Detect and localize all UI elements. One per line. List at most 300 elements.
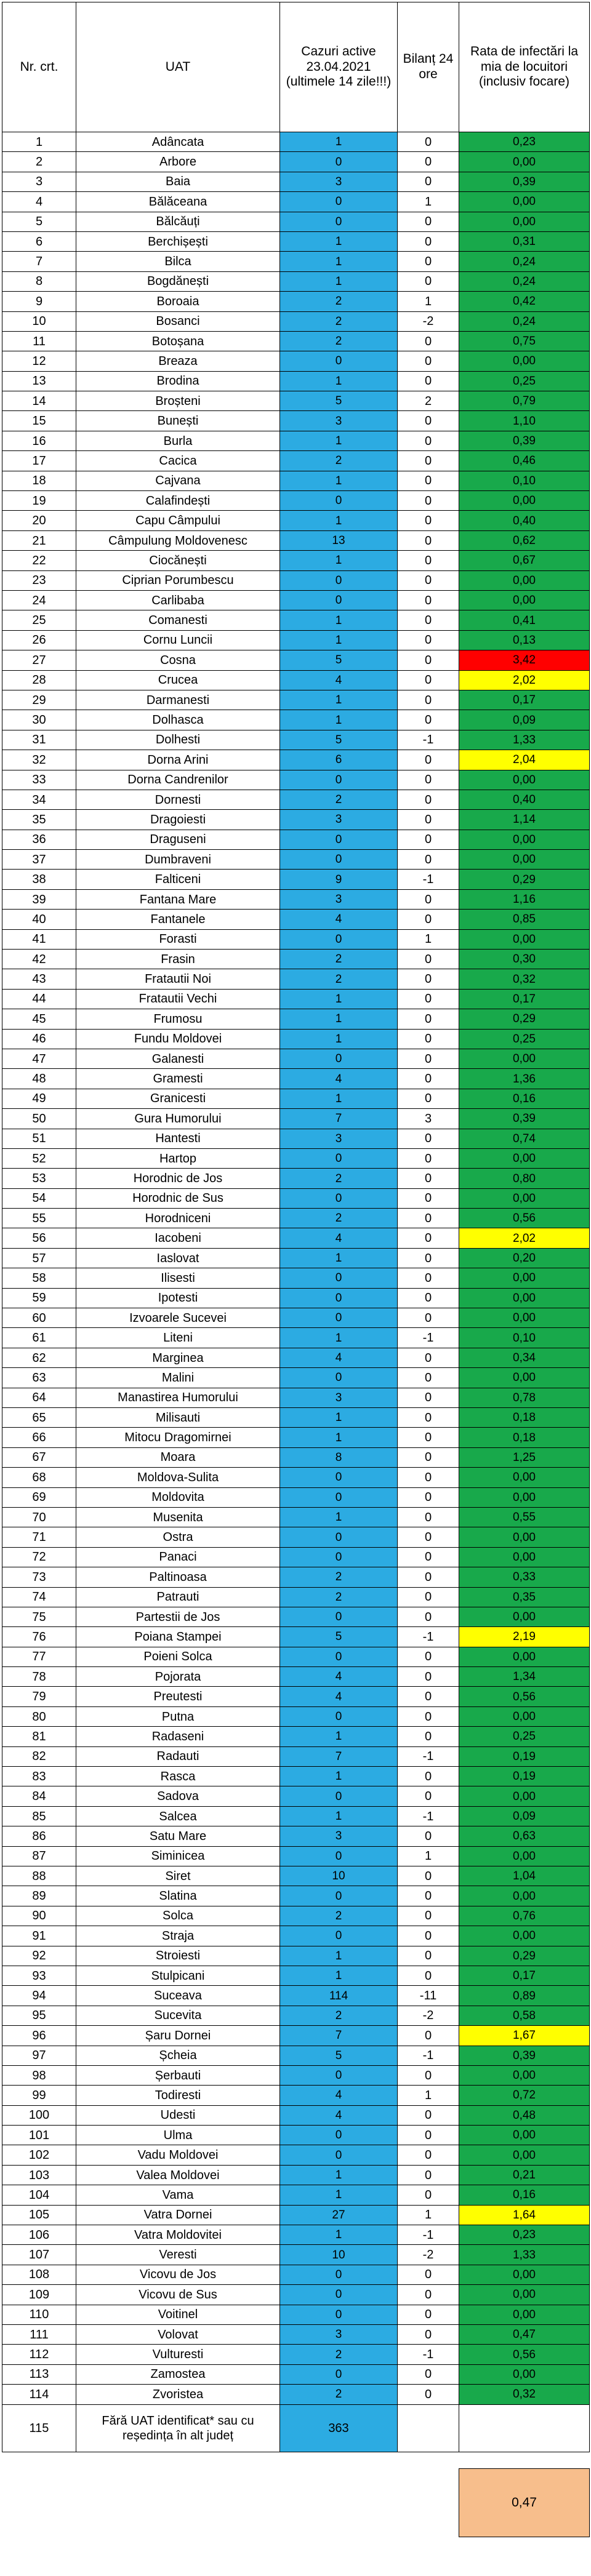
row-24h-balance: 0 <box>398 810 459 830</box>
row-24h-balance: 0 <box>398 172 459 191</box>
row-nr: 114 <box>2 2385 76 2404</box>
row-uat: Musenita <box>76 1507 280 1527</box>
row-active-cases: 0 <box>280 1926 398 1946</box>
row-active-cases: 3 <box>280 810 398 830</box>
row-24h-balance: 1 <box>398 929 459 949</box>
row-active-cases: 0 <box>280 830 398 849</box>
row-24h-balance: 0 <box>398 1228 459 1248</box>
table-row <box>2 212 590 231</box>
row-active-cases: 0 <box>280 2145 398 2165</box>
row-nr: 42 <box>2 950 76 969</box>
table-row <box>2 690 590 710</box>
row-uat: Hantesti <box>76 1129 280 1148</box>
row-uat: Solca <box>76 1906 280 1926</box>
row-24h-balance: -2 <box>398 311 459 331</box>
row-uat: Ipotesti <box>76 1288 280 1308</box>
row-uat: Cacica <box>76 451 280 471</box>
row-uat: Pojorata <box>76 1667 280 1687</box>
table-row <box>2 2185 590 2205</box>
row-active-cases: 7 <box>280 1746 398 1766</box>
row-active-cases: 5 <box>280 650 398 670</box>
row-infection-rate: 1,04 <box>459 1866 590 1886</box>
row-infection-rate: 0,00 <box>459 1308 590 1328</box>
row-nr: 72 <box>2 1547 76 1567</box>
row-nr: 110 <box>2 2305 76 2324</box>
row-uat: Câmpulung Moldovenesc <box>76 530 280 550</box>
row-nr: 103 <box>2 2165 76 2185</box>
table-row <box>2 271 590 291</box>
row-infection-rate: 3,42 <box>459 650 590 670</box>
row-active-cases: 0 <box>280 1706 398 1726</box>
table-row <box>2 511 590 530</box>
table-row <box>2 1767 590 1786</box>
row-24h-balance: 0 <box>398 1428 459 1447</box>
row-infection-rate: 0,17 <box>459 1966 590 1985</box>
row-uat: Stroiesti <box>76 1946 280 1966</box>
row-24h-balance: 0 <box>398 331 459 351</box>
row-uat: Siminicea <box>76 1846 280 1866</box>
row-active-cases: 0 <box>280 1468 398 1487</box>
row-nr: 45 <box>2 1009 76 1029</box>
row-active-cases: 7 <box>280 1109 398 1129</box>
row-24h-balance: 0 <box>398 989 459 1009</box>
table-row <box>2 889 590 909</box>
row-nr: 69 <box>2 1487 76 1507</box>
row-infection-rate: 0,76 <box>459 1906 590 1926</box>
header-uat: UAT <box>76 2 280 132</box>
row-nr: 46 <box>2 1029 76 1049</box>
table-row <box>2 2126 590 2145</box>
row-infection-rate: 0,00 <box>459 1846 590 1866</box>
table-row <box>2 1727 590 1746</box>
row-infection-rate: 0,56 <box>459 1209 590 1228</box>
row-uat: Poieni Solca <box>76 1647 280 1666</box>
row-24h-balance: 0 <box>398 1567 459 1587</box>
row-nr: 30 <box>2 710 76 730</box>
row-infection-rate: 0,74 <box>459 1129 590 1148</box>
row-nr: 75 <box>2 1607 76 1626</box>
row-24h-balance: 0 <box>398 1706 459 1726</box>
row-infection-rate: 0,72 <box>459 2086 590 2105</box>
table-row <box>2 1946 590 1966</box>
row-active-cases: 0 <box>280 192 398 212</box>
row-nr: 99 <box>2 2086 76 2105</box>
row-infection-rate: 2,02 <box>459 670 590 690</box>
row-uat: Calafindești <box>76 491 280 511</box>
table-row <box>2 2265 590 2284</box>
table-row <box>2 1228 590 1248</box>
row-infection-rate: 0,39 <box>459 1109 590 1129</box>
table-row <box>2 1647 590 1666</box>
table-row <box>2 1906 590 1926</box>
row-uat: Fundu Moldovei <box>76 1029 280 1049</box>
table-row <box>2 1846 590 1866</box>
row-infection-rate: 1,64 <box>459 2205 590 2225</box>
row-active-cases: 1 <box>280 271 398 291</box>
row-infection-rate: 0,58 <box>459 2006 590 2025</box>
row-uat: Putna <box>76 1706 280 1726</box>
table-row <box>2 1428 590 1447</box>
row-infection-rate: 0,78 <box>459 1388 590 1407</box>
table-row <box>2 1009 590 1029</box>
row-nr: 34 <box>2 790 76 809</box>
row-active-cases: 0 <box>280 590 398 610</box>
row-active-cases: 0 <box>280 929 398 949</box>
row-uat: Fantanele <box>76 910 280 929</box>
row-nr: 29 <box>2 690 76 710</box>
row-active-cases: 0 <box>280 1547 398 1567</box>
table-row <box>2 1029 590 1049</box>
row-nr: 35 <box>2 810 76 830</box>
row-nr: 55 <box>2 1209 76 1228</box>
row-uat: Milisauti <box>76 1408 280 1428</box>
row-nr: 21 <box>2 530 76 550</box>
row-24h-balance: 0 <box>398 471 459 490</box>
row-nr: 109 <box>2 2285 76 2305</box>
table-row <box>2 850 590 870</box>
row-uat: Horodnic de Jos <box>76 1169 280 1188</box>
table-row <box>2 650 590 670</box>
row-infection-rate: 0,00 <box>459 2126 590 2145</box>
row-24h-balance: 0 <box>398 790 459 809</box>
table-row <box>2 989 590 1009</box>
table-row <box>2 371 590 391</box>
row-24h-balance: 0 <box>398 1487 459 1507</box>
row-nr: 53 <box>2 1169 76 1188</box>
row-active-cases: 0 <box>280 1308 398 1328</box>
table-row <box>2 1408 590 1428</box>
row-24h-balance: 0 <box>398 670 459 690</box>
row-uat: Broșteni <box>76 391 280 411</box>
table-row <box>2 910 590 929</box>
row-uat: Paltinoasa <box>76 1567 280 1587</box>
row-infection-rate: 0,56 <box>459 1687 590 1706</box>
row-nr: 32 <box>2 750 76 770</box>
row-24h-balance: 0 <box>398 1926 459 1946</box>
table-row <box>2 2145 590 2165</box>
row-infection-rate: 0,23 <box>459 132 590 152</box>
table-row <box>2 670 590 690</box>
row-24h-balance: 0 <box>398 371 459 391</box>
row-24h-balance: 0 <box>398 770 459 790</box>
table-row <box>2 292 590 311</box>
row-24h-balance: 0 <box>398 1786 459 1806</box>
table-row <box>2 1687 590 1706</box>
row-active-cases: 0 <box>280 1527 398 1547</box>
row-active-cases: 0 <box>280 2285 398 2305</box>
row-infection-rate: 0,00 <box>459 2065 590 2085</box>
row-nr: 33 <box>2 770 76 790</box>
row-nr: 76 <box>2 1627 76 1647</box>
row-nr: 7 <box>2 252 76 271</box>
table-row <box>2 2364 590 2384</box>
row-uat: Dorna Arini <box>76 750 280 770</box>
row-active-cases: 1 <box>280 132 398 152</box>
row-uat: Liteni <box>76 1328 280 1348</box>
row-infection-rate: 0,42 <box>459 292 590 311</box>
row-24h-balance: 0 <box>398 2105 459 2125</box>
row-nr: 5 <box>2 212 76 231</box>
row-active-cases: 2 <box>280 1906 398 1926</box>
row-active-cases: 10 <box>280 2245 398 2265</box>
table-row <box>2 1547 590 1567</box>
row-nr: 105 <box>2 2205 76 2225</box>
row-active-cases: 1 <box>280 2165 398 2185</box>
row-nr: 38 <box>2 870 76 889</box>
row-nr: 94 <box>2 1986 76 2006</box>
row-infection-rate: 0,00 <box>459 929 590 949</box>
row-infection-rate: 0,89 <box>459 1986 590 2006</box>
table-row <box>2 1049 590 1068</box>
row-infection-rate: 0,00 <box>459 152 590 172</box>
row-active-cases: 1 <box>280 511 398 530</box>
row-24h-balance: 0 <box>398 551 459 570</box>
row-uat: Salcea <box>76 1806 280 1826</box>
row-uat: Dornesti <box>76 790 280 809</box>
row-infection-rate: 0,10 <box>459 471 590 490</box>
row-24h-balance: 0 <box>398 1587 459 1607</box>
row-active-cases: 1 <box>280 551 398 570</box>
row-active-cases: 1 <box>280 610 398 630</box>
row-24h-balance: 0 <box>398 1069 459 1089</box>
row-infection-rate: 0,00 <box>459 1926 590 1946</box>
row-infection-rate: 0,00 <box>459 1188 590 1208</box>
row-24h-balance: 0 <box>398 2265 459 2284</box>
row-uat: Satu Mare <box>76 1826 280 1846</box>
table-row <box>2 311 590 331</box>
row-uat: Moldova-Sulita <box>76 1468 280 1487</box>
row-active-cases: 0 <box>280 1786 398 1806</box>
row-nr: 93 <box>2 1966 76 1985</box>
row-uat: Iacobeni <box>76 1228 280 1248</box>
table-row-unidentified <box>2 2404 590 2452</box>
row-active-cases: 13 <box>280 530 398 550</box>
row-nr: 36 <box>2 830 76 849</box>
row-uat: Sucevita <box>76 2006 280 2025</box>
row-active-cases: 0 <box>280 491 398 511</box>
row-infection-rate: 0,25 <box>459 1727 590 1746</box>
row-active-cases: 0 <box>280 212 398 231</box>
table-row <box>2 2065 590 2085</box>
row-active-cases: 0 <box>280 1647 398 1666</box>
row-infection-rate: 0,31 <box>459 231 590 251</box>
row-nr: 4 <box>2 192 76 212</box>
row-nr: 97 <box>2 2046 76 2065</box>
row-24h-balance: 1 <box>398 1846 459 1866</box>
row-24h-balance: 0 <box>398 2145 459 2165</box>
row-nr: 15 <box>2 411 76 431</box>
row-uat: Vulturesti <box>76 2345 280 2364</box>
row-uat: Partestii de Jos <box>76 1607 280 1626</box>
table-row <box>2 491 590 511</box>
row-infection-rate: 0,09 <box>459 710 590 730</box>
row-infection-rate: 0,29 <box>459 1946 590 1966</box>
row-active-cases: 6 <box>280 750 398 770</box>
row-24h-balance: 0 <box>398 1727 459 1746</box>
row-infection-rate: 0,00 <box>459 2265 590 2284</box>
row-nr: 95 <box>2 2006 76 2025</box>
table-row <box>2 969 590 989</box>
row-uat: Vama <box>76 2185 280 2205</box>
row-24h-balance: 0 <box>398 1527 459 1547</box>
row-uat: Suceava <box>76 1986 280 2006</box>
row-24h-balance: 0 <box>398 1188 459 1208</box>
row-24h-balance: -1 <box>398 730 459 750</box>
row-nr: 108 <box>2 2265 76 2284</box>
row-active-cases: 0 <box>280 1886 398 1906</box>
row-24h-balance: 0 <box>398 1169 459 1188</box>
row-24h-balance: 0 <box>398 1826 459 1846</box>
table-row <box>2 1706 590 1726</box>
row-uat: Stulpicani <box>76 1966 280 1985</box>
row-uat: Bălăceana <box>76 192 280 212</box>
row-nr: 6 <box>2 231 76 251</box>
table-row <box>2 1806 590 1826</box>
header-nr: Nr. crt. <box>2 2 76 132</box>
table-row <box>2 1129 590 1148</box>
row-uat: Moara <box>76 1447 280 1467</box>
row-24h-balance: 0 <box>398 910 459 929</box>
row-24h-balance: 0 <box>398 690 459 710</box>
row-infection-rate: 0,18 <box>459 1408 590 1428</box>
row-infection-rate: 1,10 <box>459 411 590 431</box>
row-active-cases: 0 <box>280 1846 398 1866</box>
row-24h-balance: 0 <box>398 491 459 511</box>
row-infection-rate: 1,25 <box>459 1447 590 1467</box>
row-infection-rate: 0,46 <box>459 451 590 471</box>
table-row <box>2 2006 590 2025</box>
row-24h-balance: -1 <box>398 1328 459 1348</box>
row-active-cases: 5 <box>280 2046 398 2065</box>
row-24h-balance: -2 <box>398 2006 459 2025</box>
row-uat: Botoșana <box>76 331 280 351</box>
row-infection-rate: 0,20 <box>459 1248 590 1268</box>
row-infection-rate: 0,00 <box>459 1607 590 1626</box>
row-active-cases: 2 <box>280 451 398 471</box>
row-infection-rate: 0,13 <box>459 630 590 650</box>
row-nr: 90 <box>2 1906 76 1926</box>
row-active-cases: 1 <box>280 2185 398 2205</box>
table-row <box>2 810 590 830</box>
row-infection-rate: 0,00 <box>459 1786 590 1806</box>
row-uat: Cosna <box>76 650 280 670</box>
row-infection-rate: 0,18 <box>459 1428 590 1447</box>
row-nr: 16 <box>2 431 76 450</box>
row-active-cases: 0 <box>280 2265 398 2284</box>
row-active-cases: 3 <box>280 2324 398 2344</box>
row-uat: Hartop <box>76 1148 280 1168</box>
row-active-cases: 2 <box>280 950 398 969</box>
row-active-cases: 3 <box>280 889 398 909</box>
table-row <box>2 1348 590 1367</box>
row-24h-balance: 0 <box>398 1447 459 1467</box>
row-24h-balance: 0 <box>398 2364 459 2384</box>
row-infection-rate: 1,33 <box>459 730 590 750</box>
row-uat: Ciocănești <box>76 551 280 570</box>
table-row <box>2 391 590 411</box>
row-uat: Manastirea Humorului <box>76 1388 280 1407</box>
row-uat: Brodina <box>76 371 280 391</box>
row-active-cases: 0 <box>280 1148 398 1168</box>
row-nr: 31 <box>2 730 76 750</box>
row-24h-balance: 0 <box>398 830 459 849</box>
row-uat: Radauti <box>76 1746 280 1766</box>
table-row <box>2 950 590 969</box>
row-nr: 91 <box>2 1926 76 1946</box>
row-nr: 61 <box>2 1328 76 1348</box>
row-active-cases: 2 <box>280 292 398 311</box>
row-uat: Valea Moldovei <box>76 2165 280 2185</box>
row-nr: 86 <box>2 1826 76 1846</box>
row-24h-balance: 0 <box>398 351 459 371</box>
row-24h-balance: 0 <box>398 1368 459 1388</box>
row-infection-rate: 1,34 <box>459 1667 590 1687</box>
row-24h-balance: 0 <box>398 212 459 231</box>
row-24h-balance: 0 <box>398 1468 459 1487</box>
row-active-cases: 4 <box>280 1228 398 1248</box>
row-nr: 25 <box>2 610 76 630</box>
row-24h-balance: 0 <box>398 2385 459 2404</box>
row-active-cases: 3 <box>280 1129 398 1148</box>
row-24h-balance: 0 <box>398 411 459 431</box>
row-infection-rate: 0,47 <box>459 2324 590 2344</box>
row-nr: 112 <box>2 2345 76 2364</box>
row-24h-balance: 0 <box>398 2185 459 2205</box>
row-infection-rate: 0,10 <box>459 1328 590 1348</box>
row-infection-rate: 1,33 <box>459 2245 590 2265</box>
row-infection-rate: 0,24 <box>459 271 590 291</box>
row-nr: 39 <box>2 889 76 909</box>
row-active-cases: 27 <box>280 2205 398 2225</box>
table-row <box>2 132 590 152</box>
row-24h-balance: 0 <box>398 1388 459 1407</box>
row-active-cases: 1 <box>280 1507 398 1527</box>
row-infection-rate: 0,00 <box>459 1527 590 1547</box>
row-uat: Veresti <box>76 2245 280 2265</box>
table-row <box>2 351 590 371</box>
table-row <box>2 2385 590 2404</box>
row-nr: 81 <box>2 1727 76 1746</box>
table-row <box>2 1667 590 1687</box>
row-infection-rate: 0,00 <box>459 2305 590 2324</box>
row-uat: Draguseni <box>76 830 280 849</box>
row-uat: Comanesti <box>76 610 280 630</box>
row-nr: 62 <box>2 1348 76 1367</box>
row-infection-rate: 0,00 <box>459 830 590 849</box>
row-infection-rate: 0,80 <box>459 1169 590 1188</box>
table-row <box>2 1288 590 1308</box>
table-row <box>2 1089 590 1108</box>
row-active-cases: 2 <box>280 1587 398 1607</box>
row-uat: Vatra Dornei <box>76 2205 280 2225</box>
row-nr: 67 <box>2 1447 76 1467</box>
row-infection-rate: 2,02 <box>459 1228 590 1248</box>
row-active-cases: 0 <box>280 2364 398 2384</box>
table-row <box>2 252 590 271</box>
table-row <box>2 1268 590 1288</box>
row-uat: Bilca <box>76 252 280 271</box>
row-uat: Darmanesti <box>76 690 280 710</box>
table-row <box>2 1328 590 1348</box>
row-uat: Frumosu <box>76 1009 280 1029</box>
table-row <box>2 1866 590 1886</box>
row-active-cases: 2 <box>280 2345 398 2364</box>
row-nr: 87 <box>2 1846 76 1866</box>
row-infection-rate: 0,62 <box>459 530 590 550</box>
row-infection-rate: 0,00 <box>459 2285 590 2305</box>
row-uat: Iaslovat <box>76 1248 280 1268</box>
row-uat: Fratautii Noi <box>76 969 280 989</box>
